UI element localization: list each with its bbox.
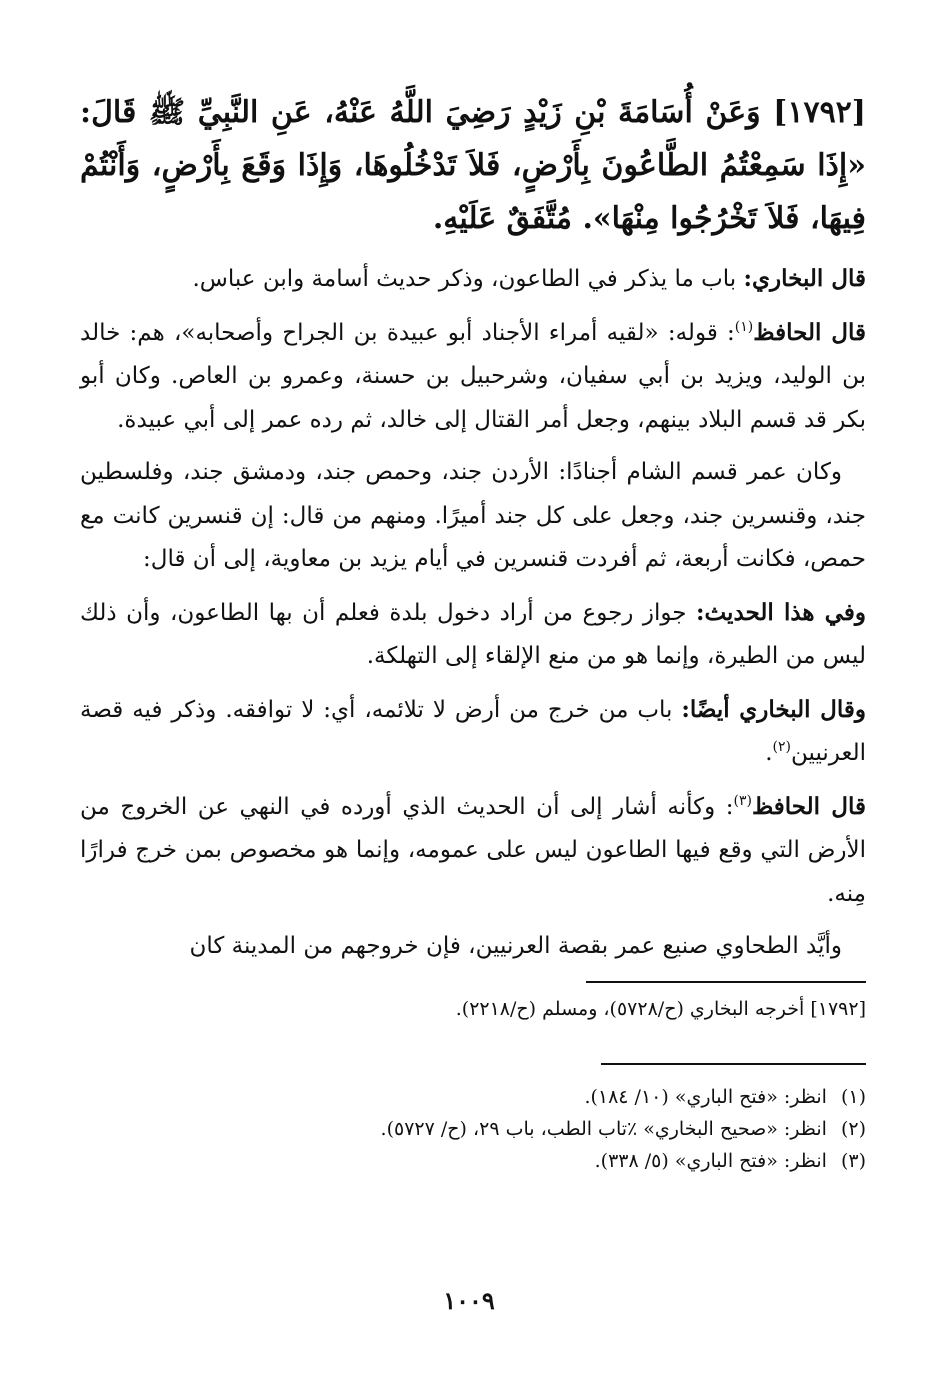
footnote-number: (٣) <box>840 1149 866 1172</box>
paragraph-text: وكان عمر قسم الشام أجنادًا: الأردن جند، وحمص جند، ودمشق جند، وفلسطين جند، وقنسرين جند، وجعل على كل جند أميرًا. ومنهم من قال: إن قنسرين كانت مع حمص، فكانت أربعة، ثم أفردت قنسرين في أيام يزيد بن معاوية، إلى أن قال: <box>80 459 866 572</box>
footnote-item <box>80 1145 866 1177</box>
paragraph-text: باب ما يذكر في الطاعون، وذكر حديث أسامة وابن عباس. <box>192 266 744 292</box>
source-divider <box>586 981 866 983</box>
book-page <box>80 86 866 1377</box>
commentary-paragraph <box>80 925 866 969</box>
source-note: [١٧٩٢] أخرجه البخاري (ح/٥٧٢٨)، ومسلم (ح/٢٢١٨). <box>455 997 866 1020</box>
footnote-item <box>80 1081 866 1113</box>
footnote-reference[interactable]: (١) <box>734 318 754 335</box>
hadith-text: [١٧٩٢] وَعَنْ أُسَامَةَ بْنِ زَيْدٍ رَضِيَ اللَّهُ عَنْهُ، عَنِ النَّبِيِّ ﷺ قَالَ: «إِذَا سَمِعْتُمُ الطَّاعُونَ بِأَرْضٍ، فَلاَ تَدْخُلُوهَا، وَإِذَا وَقَعَ بِأَرْضٍ، وَأَنْتُمْ فِيهَا، فَلاَ تَخْرُجُوا مِنْهَا». مُتَّفَقٌ عَلَيْهِ. <box>80 95 866 236</box>
commentary-paragraph <box>80 591 866 679</box>
paragraph-lead: وقال البخاري أيضًا: <box>681 695 866 723</box>
footnote-reference[interactable]: (٢) <box>772 739 792 755</box>
footnotes-divider <box>601 1063 866 1065</box>
commentary-paragraph <box>80 257 866 302</box>
paragraph-text: وأيَّد الطحاوي صنيع عمر بقصة العرنيين، فإن خروجهم من المدينة كان <box>189 933 842 959</box>
paragraph-text: : قوله: «لقيه أمراء الأجناد أبو عبيدة بن الجراح وأصحابه»، هم: خالد بن الوليد، ويزيد بن أبي سفيان، وشرحبيل بن حسنة، وعمرو بن العاص. وكان أبو بكر قد قسم البلاد بينهم، وجعل أمر القتال إلى خالد، ثم رده عمر إلى أبي عبيدة. <box>80 319 866 433</box>
footnote-number: (٢) <box>840 1117 866 1140</box>
paragraph-lead: قال الحافظ <box>753 318 866 346</box>
footnote-text: انظر: «فتح الباري» (١٠/ ١٨٤). <box>584 1085 827 1108</box>
paragraph-lead: قال الحافظ <box>751 792 866 820</box>
commentary-paragraph <box>80 688 866 776</box>
footnote-text: انظر: «فتح الباري» (٥/ ٣٣٨). <box>594 1149 827 1172</box>
paragraph-lead: وفي هذا الحديث: <box>695 598 866 626</box>
footnote-text: انظر: «صحيح البخاري» ٪تاب الطب، باب ٢٩، (ح/ ٥٧٢٧). <box>380 1117 827 1140</box>
paragraph-text: جواز رجوع من أراد دخول بلدة فعلم أن بها الطاعون، وأن ذلك ليس من الطيرة، وإنما هو من منع الإلقاء إلى التهلكة. <box>80 599 866 669</box>
paragraph-tail: . <box>765 740 773 766</box>
paragraph-text: : وكأنه أشار إلى أن الحديث الذي أورده في النهي عن الخروج من الأرض التي وقع فيها الطاعون ليس على عمومه، وإنما هو مخصوص بمن خرج فرارًا مِنه. <box>80 793 866 907</box>
footnote-item <box>80 1113 866 1145</box>
paragraph-text: باب من خرج من أرض لا تلائمه، أي: لا توافقه. وذكر فيه قصة العرنيين <box>80 696 866 766</box>
footnote-reference[interactable]: (٣) <box>733 792 752 809</box>
page-number: ١٠٠٩ <box>443 1286 495 1315</box>
commentary-paragraph <box>80 451 866 582</box>
commentary-paragraph <box>80 311 866 443</box>
commentary-paragraph <box>80 785 866 917</box>
paragraph-lead: قال البخاري: <box>743 265 866 292</box>
footnote-number: (١) <box>840 1085 866 1108</box>
footnotes-list <box>80 1081 866 1177</box>
